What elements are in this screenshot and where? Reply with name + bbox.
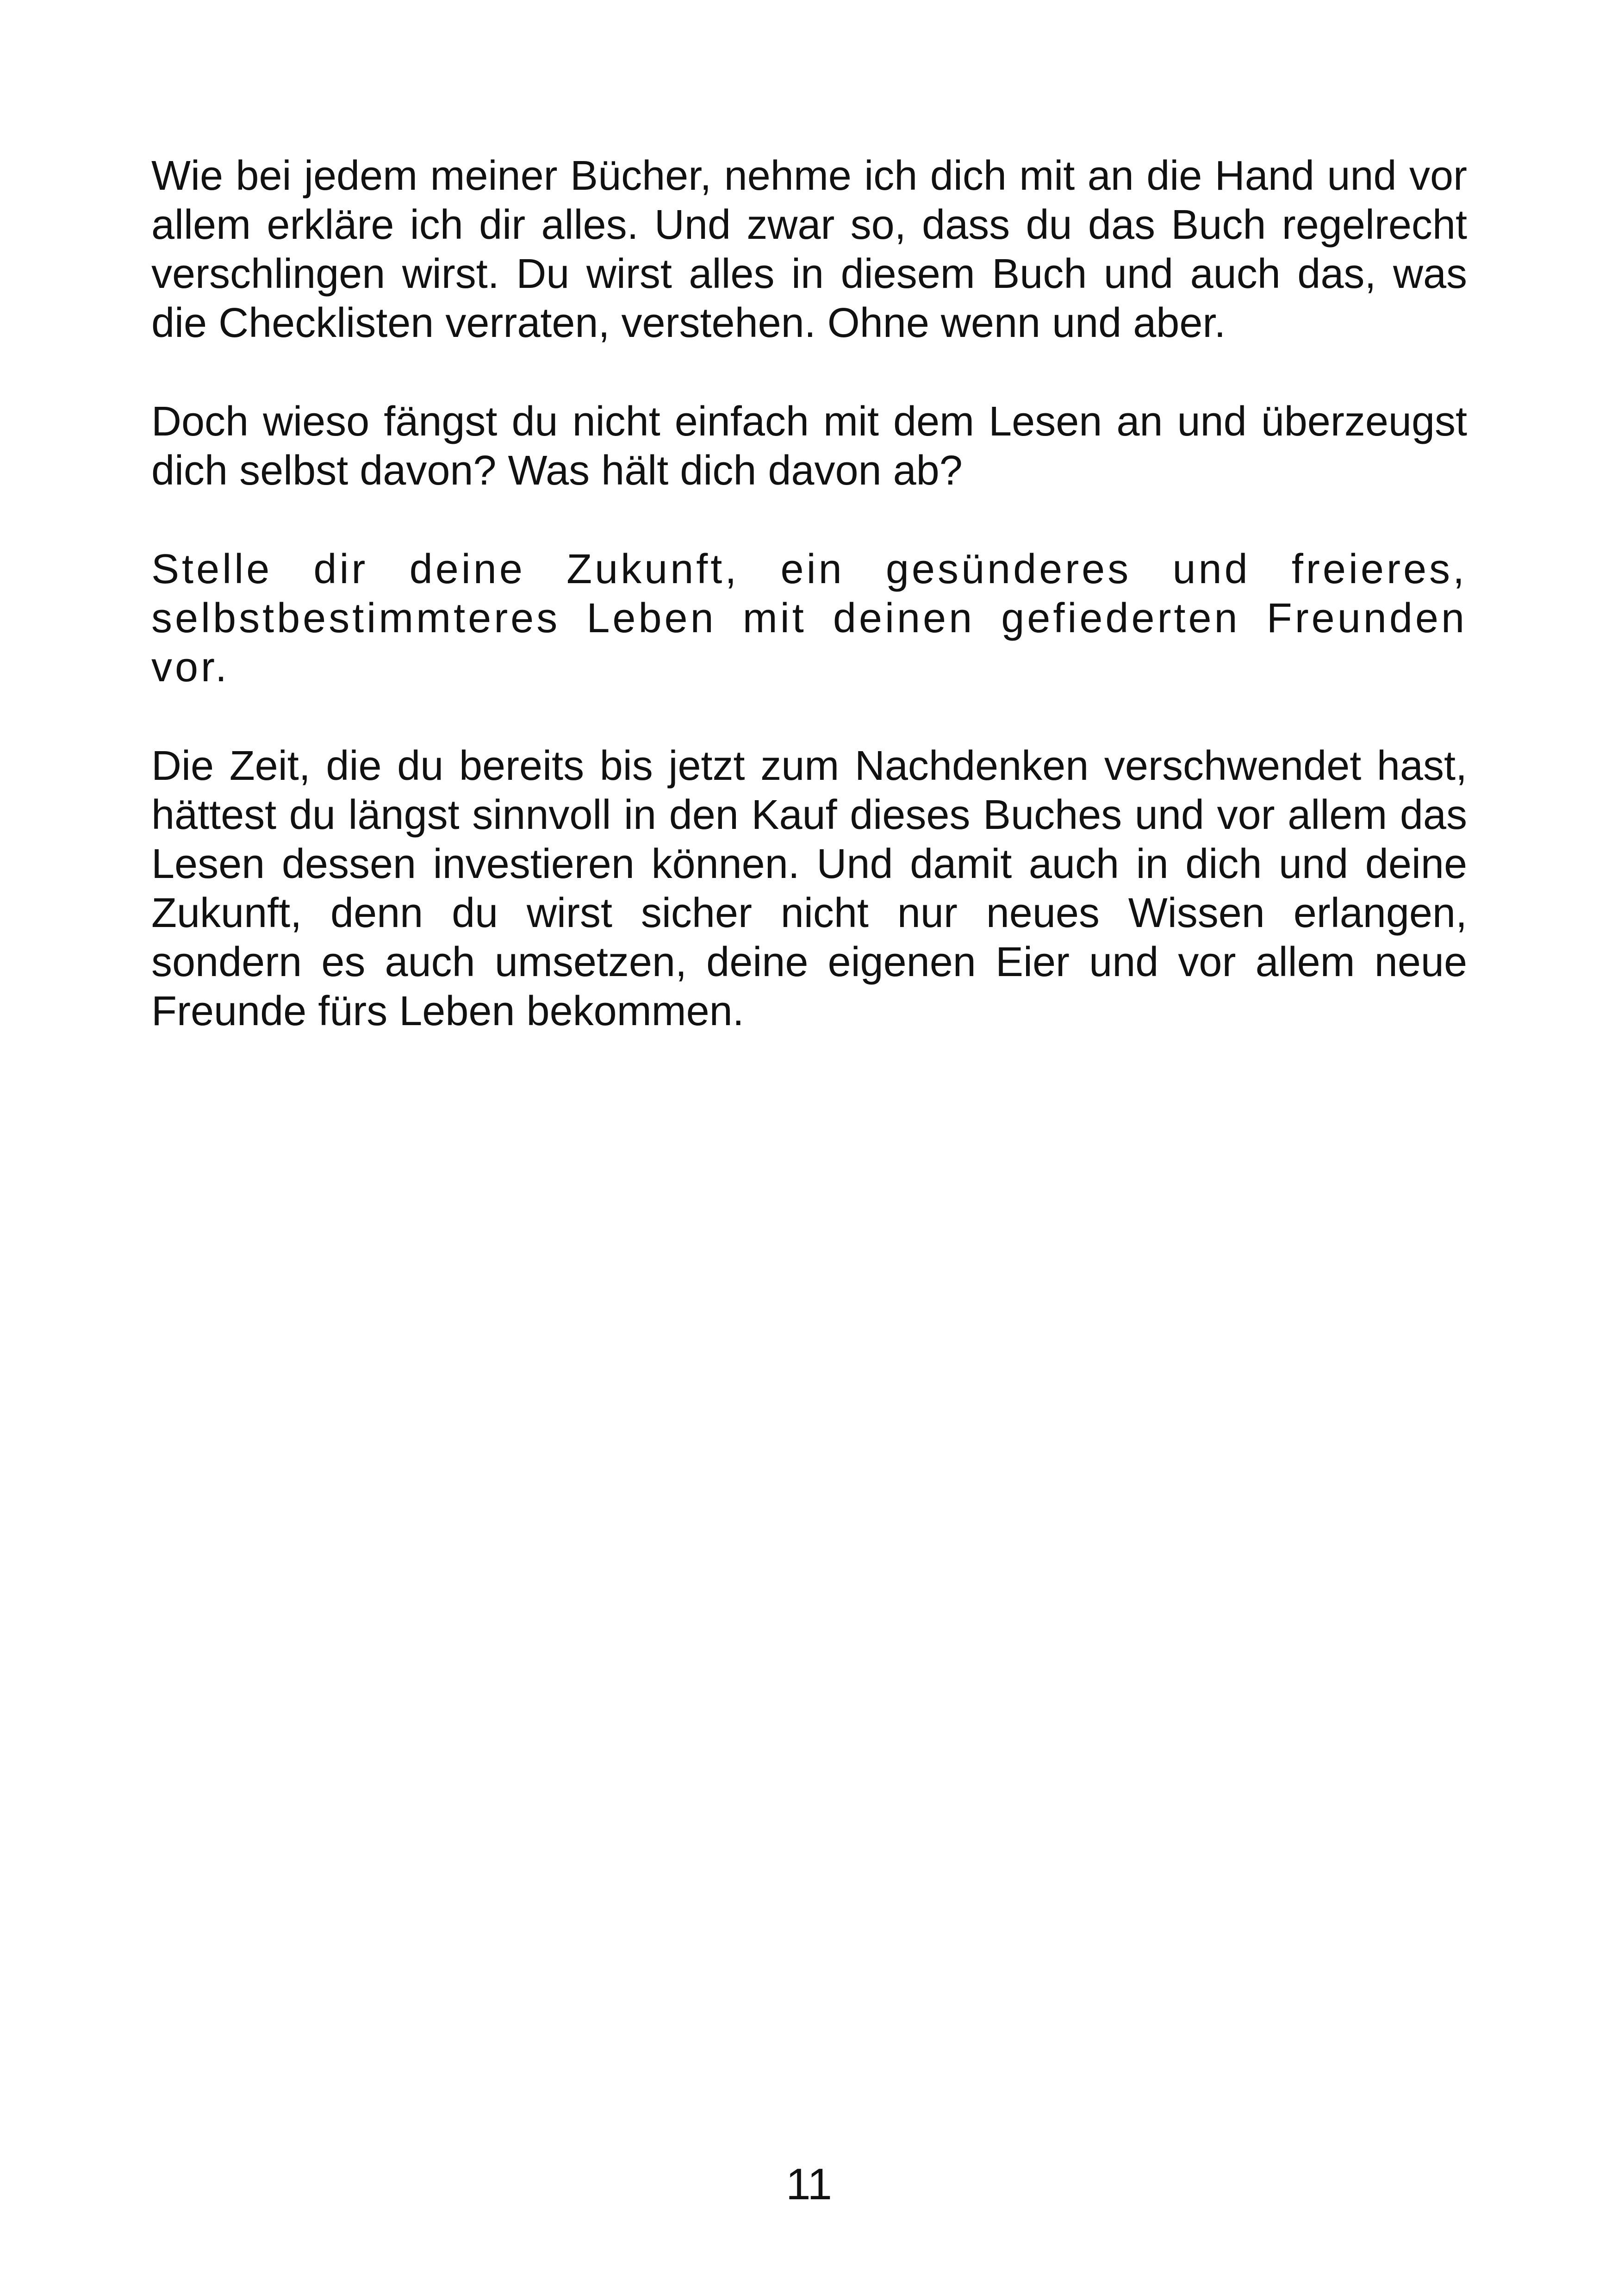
paragraph-1: Wie bei jedem meiner Bücher, nehme ich dich mit an die Hand und vor allem erkläre ich dir alles. Und zwar so, dass du das Buch regelrecht verschlingen wirst. Du wirst alles in diesem Buch und auch das, was die Checklisten verraten, verstehen. Ohne wenn und aber. [151,153,1467,346]
paragraph-3: Stelle dir deine Zukunft, ein gesünderes und freieres, selbstbestimmteres Leben mit deinen gefiederten Freunden vor. [151,546,1467,691]
paragraph-2: Doch wieso fängst du nicht einfach mit dem Lesen an und überzeugst dich selbst davon? Was hält dich davon ab? [151,398,1467,494]
paragraph-4: Die Zeit, die du bereits bis jetzt zum Nachdenken verschwendet hast, hättest du längst sinnvoll in den Kauf dieses Buches und vor allem das Lesen dessen investieren können. Und damit auch in dich und deine Zukunft, denn du wirst sicher nicht nur neues Wissen erlangen, sondern es auch umsetzen, deine eigenen Eier und vor allem neue Freunde fürs Leben bekommen. [151,743,1467,1034]
body-text [151,151,1467,1085]
page-number: 11 [786,2159,832,2209]
